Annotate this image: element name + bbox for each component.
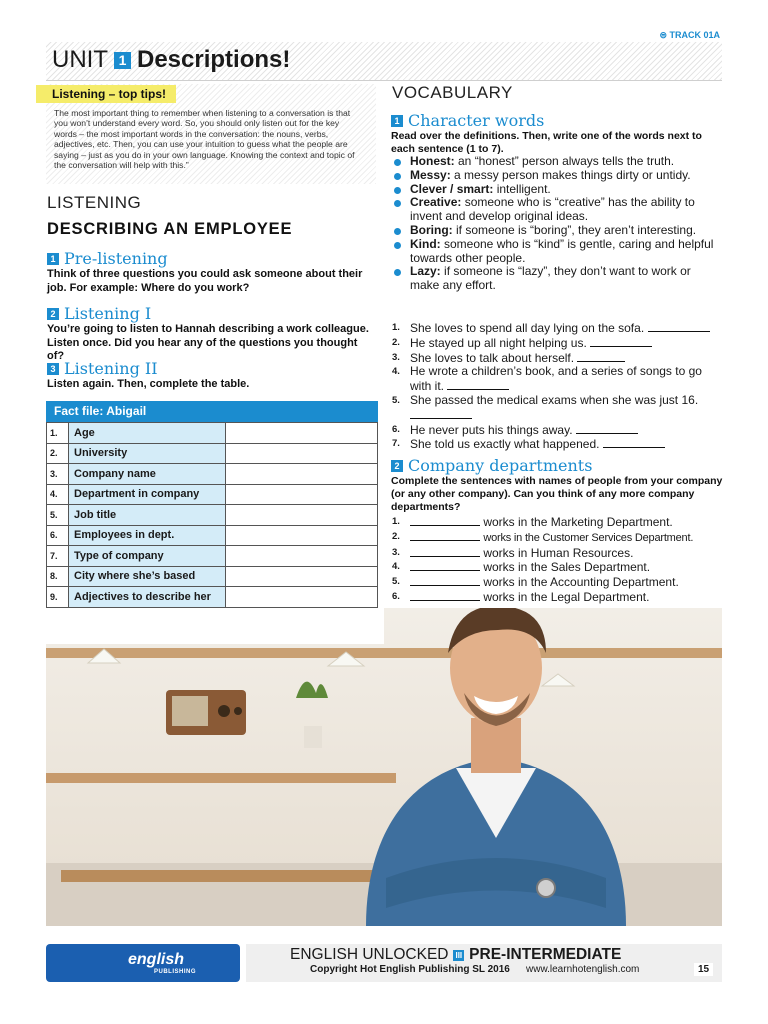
item-number: 4. <box>392 366 400 378</box>
section-number-badge: 3 <box>47 363 59 375</box>
series-title <box>290 946 621 964</box>
copyright-text: Copyright Hot English Publishing SL 2016 <box>310 964 510 975</box>
department-text: works in the Marketing Department. <box>483 515 673 529</box>
definition-term: Lazy: <box>410 264 441 279</box>
character-words-section <box>391 111 723 156</box>
row-label: Adjectives to describe her <box>69 587 226 608</box>
section-title: Listening I <box>64 304 152 323</box>
department-item <box>392 560 722 575</box>
character-words-instruction: Read over the definitions. Then, write one of the words next to each sentence (1 to 7). <box>391 130 702 155</box>
sentence-item <box>392 351 722 366</box>
series-name: ENGLISH UNLOCKED <box>290 946 449 963</box>
listening-1-section <box>47 304 377 364</box>
series-level: PRE-INTERMEDIATE <box>469 946 622 963</box>
answer-blank[interactable] <box>576 423 638 434</box>
character-words-title <box>391 111 723 130</box>
company-departments-section <box>391 456 723 514</box>
bullet-icon <box>394 242 401 249</box>
tips-tab: Listening – top tips! <box>36 85 176 103</box>
row-label: Company name <box>69 464 226 485</box>
answer-cell[interactable] <box>226 587 378 608</box>
answer-cell[interactable] <box>226 525 378 546</box>
row-number: 4. <box>47 484 69 505</box>
definition-item <box>392 183 722 197</box>
sentence-text: He never puts his things away. <box>410 422 573 437</box>
sentence-item <box>392 336 722 351</box>
section-title: Pre-listening <box>64 249 168 268</box>
definition-term: Clever / smart: <box>410 181 494 196</box>
row-label: City where she’s based <box>69 566 226 587</box>
sentence-text: She loves to spend all day lying on the sofa. <box>410 321 645 335</box>
company-departments-title <box>391 456 723 475</box>
row-label: Type of company <box>69 546 226 567</box>
tips-text: The most important thing to remember when listening to a conversation is that you won’t understand every word. So, you should only listen out for the key words – the most important words in the conversation: the nouns, verbs, adjectives, etc. Then, you can use your intuition to guess what the people are saying – just as you do in your own language. Knowing the context and topic of the conversation will help with this.” <box>54 108 355 171</box>
answer-blank[interactable] <box>410 515 480 526</box>
listening-subheading: DESCRIBING AN EMPLOYEE <box>47 220 293 238</box>
department-text: works in the Customer Services Department. <box>483 531 694 544</box>
unit-number: 1 <box>114 52 131 69</box>
definition-text: someone who is “creative” has the ability to invent and develop original ideas. <box>410 195 695 224</box>
definition-item <box>392 169 722 183</box>
vocabulary-heading: VOCABULARY <box>392 83 513 102</box>
definition-term: Creative: <box>410 195 462 210</box>
item-number: 5. <box>392 576 400 588</box>
sentence-item <box>392 423 722 438</box>
sentence-item <box>392 394 722 423</box>
office-photo <box>46 608 722 926</box>
item-number: 3. <box>392 351 400 363</box>
sentence-item <box>392 365 722 394</box>
listening-2-instruction: Listen again. Then, complete the table. <box>47 378 250 390</box>
listening-2-title <box>47 359 377 378</box>
item-number: 4. <box>392 561 400 573</box>
fact-file-title: Fact file: Abigail <box>46 401 378 422</box>
fact-file-grid <box>46 422 378 628</box>
fact-file-table <box>46 401 378 628</box>
answer-blank[interactable] <box>648 321 710 332</box>
answer-cell[interactable] <box>226 484 378 505</box>
definition-text: if someone is “lazy”, they don’t want to work or make any effort. <box>410 264 691 293</box>
bullet-icon <box>394 228 401 235</box>
definition-item <box>392 196 722 224</box>
department-text: works in Human Resources. <box>483 545 634 560</box>
definition-term: Boring: <box>410 222 453 237</box>
sentence-item <box>392 321 722 336</box>
pre-listening-instruction: Think of three questions you could ask someone about their job. For example: Where do you work? <box>47 268 363 294</box>
table-row <box>47 566 378 587</box>
row-label: Department in company <box>69 484 226 505</box>
row-label: University <box>69 443 226 464</box>
bullet-icon <box>394 269 401 276</box>
sentence-text: She told us exactly what happened. <box>410 437 600 452</box>
definition-term: Messy: <box>410 167 451 182</box>
section-title: Company departments <box>408 456 593 475</box>
page-number: 15 <box>694 963 713 976</box>
item-number: 5. <box>392 394 400 406</box>
row-label: Age <box>69 423 226 444</box>
table-row <box>47 525 378 546</box>
website-link[interactable]: www.learnhotenglish.com <box>526 964 640 975</box>
listening-1-title <box>47 304 377 323</box>
definition-text: a messy person makes things dirty or untidy. <box>450 167 691 182</box>
department-text: works in the Sales Department. <box>483 560 651 575</box>
answer-blank[interactable] <box>410 560 480 571</box>
logo-text: english <box>128 951 185 968</box>
answer-cell[interactable] <box>226 566 378 587</box>
unit-name: Descriptions! <box>137 46 291 73</box>
definition-item <box>392 265 722 293</box>
section-number-badge: 2 <box>47 308 59 320</box>
unit-label: UNIT <box>52 46 108 73</box>
bullet-icon <box>394 159 401 166</box>
item-number: 6. <box>392 590 400 602</box>
listening-1-instruction: You’re going to listen to Hannah describing a work colleague. Listen once. Did you hear any of the questions you thought of? <box>47 323 369 362</box>
bullet-icon <box>394 200 401 207</box>
sentence-text: She loves to talk about herself. <box>410 350 575 365</box>
row-number: 7. <box>47 546 69 567</box>
definition-item <box>392 155 722 169</box>
answer-blank[interactable] <box>410 530 480 541</box>
definition-text: an “honest” person always tells the truth. <box>454 154 675 168</box>
sentences-list <box>392 321 722 452</box>
row-number: 5. <box>47 505 69 526</box>
listening-2-section <box>47 359 377 392</box>
answer-blank[interactable] <box>410 575 480 586</box>
logo-subtext: PUBLISHING <box>154 969 197 975</box>
answer-cell[interactable] <box>226 443 378 464</box>
table-row <box>47 423 378 444</box>
answer-blank[interactable] <box>577 351 625 362</box>
answer-blank[interactable] <box>410 408 472 419</box>
company-departments-instruction: Complete the sentences with names of people from your company (or any other company). Can you think of any more company departments? <box>391 475 723 513</box>
definition-term: Kind: <box>410 236 441 251</box>
answer-blank[interactable] <box>603 437 665 448</box>
table-row <box>47 443 378 464</box>
section-title: Character words <box>408 111 545 130</box>
table-row <box>47 484 378 505</box>
row-label: Job title <box>69 505 226 526</box>
answer-cell[interactable] <box>226 546 378 567</box>
row-number: 3. <box>47 464 69 485</box>
table-row <box>47 464 378 485</box>
definitions-list <box>392 155 722 293</box>
unit-title <box>52 46 290 74</box>
bullet-icon <box>394 173 401 180</box>
table-row <box>47 546 378 567</box>
definition-item <box>392 224 722 238</box>
item-number: 1. <box>392 516 400 527</box>
sentence-item <box>392 437 722 452</box>
row-label: Employees in dept. <box>69 525 226 546</box>
item-number: 6. <box>392 423 400 435</box>
departments-list <box>392 515 722 605</box>
sentence-text: He stayed up all night helping us. <box>410 335 587 350</box>
level-badge: III <box>455 950 463 960</box>
department-item <box>392 515 722 530</box>
section-title: Listening II <box>64 359 158 378</box>
item-number: 1. <box>392 322 400 333</box>
department-item <box>392 530 722 546</box>
row-number: 6. <box>47 525 69 546</box>
definition-text: intelligent. <box>493 181 551 196</box>
row-number: 8. <box>47 566 69 587</box>
answer-cell[interactable] <box>226 423 378 444</box>
department-text: works in the Accounting Department. <box>483 575 679 590</box>
definition-text: someone who is “kind” is gentle, caring and helpful towards other people. <box>410 236 714 265</box>
sentence-text: She passed the medical exams when she was just 16. <box>410 392 699 407</box>
listening-heading: LISTENING <box>47 193 142 212</box>
pre-listening-title <box>47 249 377 268</box>
answer-blank[interactable] <box>447 379 509 390</box>
definition-text: if someone is “boring”, they aren’t interesting. <box>452 222 697 237</box>
section-number-badge: 2 <box>391 460 403 472</box>
answer-cell[interactable] <box>226 464 378 485</box>
department-item <box>392 546 722 561</box>
department-item <box>392 575 722 590</box>
definition-term: Honest: <box>410 154 455 168</box>
bullet-icon <box>394 187 401 194</box>
track-label: ⊜ TRACK 01A <box>659 30 720 40</box>
row-number: 9. <box>47 587 69 608</box>
department-item <box>392 590 722 605</box>
item-number: 2. <box>392 530 400 542</box>
table-row <box>47 587 378 608</box>
sentence-text: He wrote a children’s book, and a series of songs to go with it. <box>410 364 702 394</box>
pre-listening-section <box>47 249 377 295</box>
item-number: 7. <box>392 438 400 450</box>
hot-english-logo <box>46 944 240 982</box>
answer-blank[interactable] <box>410 590 480 601</box>
table-row <box>47 505 378 526</box>
answer-cell[interactable] <box>226 505 378 526</box>
item-number: 2. <box>392 336 400 348</box>
answer-blank[interactable] <box>410 546 480 557</box>
office-photo-illustration <box>46 608 722 926</box>
department-text: works in the Legal Department. <box>483 589 650 604</box>
item-number: 3. <box>392 546 400 558</box>
row-number: 1. <box>47 423 69 444</box>
section-number-badge: 1 <box>391 115 403 127</box>
answer-blank[interactable] <box>590 336 652 347</box>
table-overlap-area <box>46 608 384 644</box>
definition-item <box>392 238 722 266</box>
section-number-badge: 1 <box>47 253 59 265</box>
row-number: 2. <box>47 443 69 464</box>
